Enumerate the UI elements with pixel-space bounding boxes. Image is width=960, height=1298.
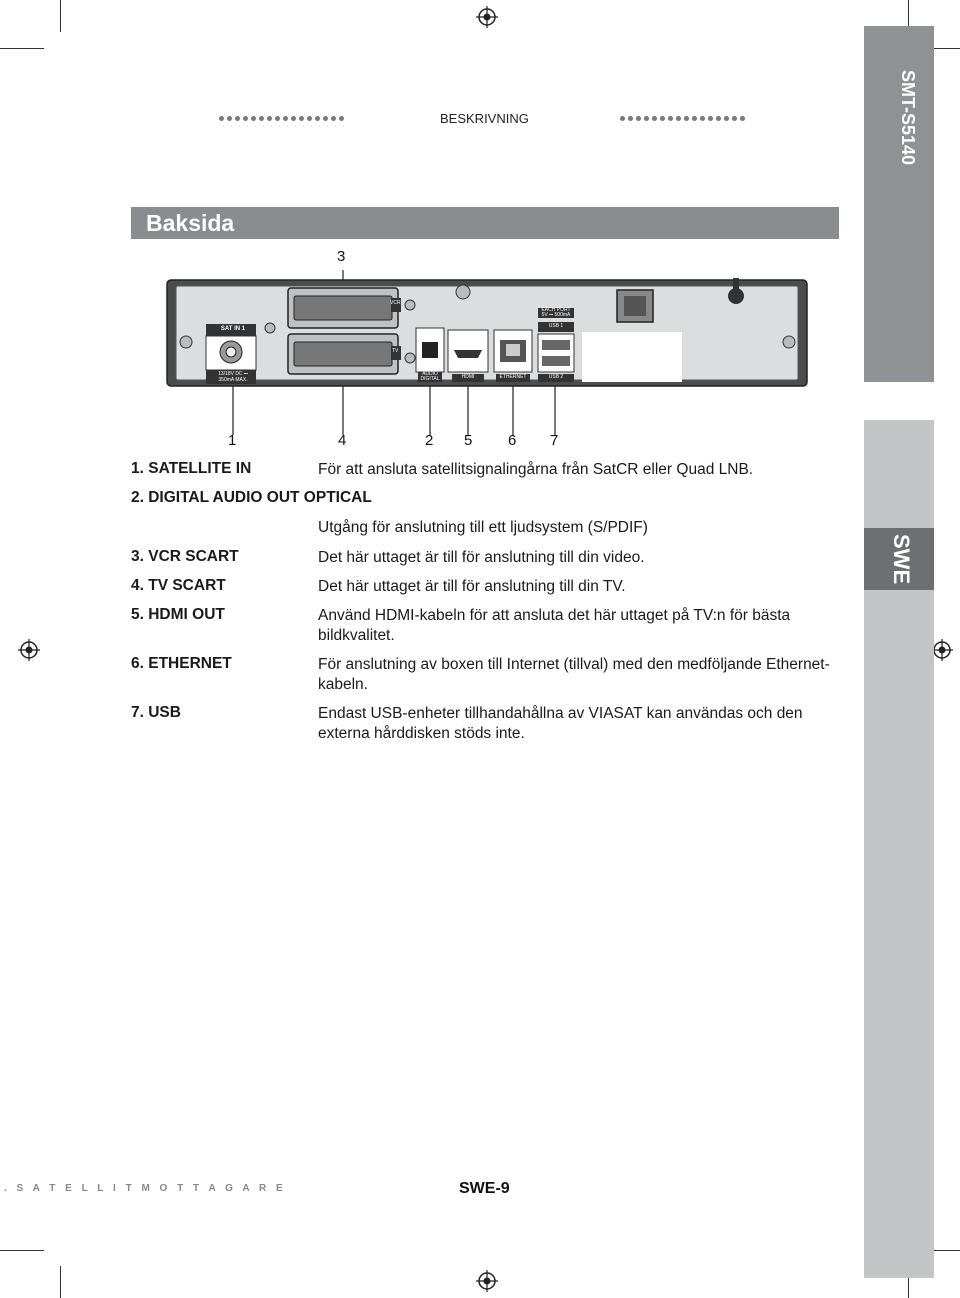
port-power-label: 5V ⎓ 500mA	[541, 312, 571, 318]
page-number: SWE-9	[459, 1180, 510, 1197]
item-term: 7. USB	[131, 704, 181, 721]
item-term: 6. ETHERNET	[131, 655, 232, 672]
sat-in-label: SAT IN 1	[220, 326, 246, 332]
callout-number: 1	[228, 432, 237, 449]
lang-badge	[864, 528, 934, 590]
callout-number: 7	[550, 432, 559, 449]
registration-mark-icon	[931, 639, 953, 661]
crop-mark	[0, 1250, 44, 1251]
callout-number: 4	[338, 432, 347, 449]
item-desc: Använd HDMI-kabeln för att ansluta det här uttaget på TV:n för bästa bildkvalitet.	[318, 607, 791, 644]
crop-mark	[60, 0, 61, 32]
callout-number: 2	[425, 432, 434, 449]
item-term: 5. HDMI OUT	[131, 606, 225, 623]
registration-mark-icon	[476, 6, 498, 28]
item-term: 3. VCR SCART	[131, 548, 239, 565]
item-desc: Det här uttaget är till för anslutning till din video.	[318, 549, 645, 566]
crop-mark	[60, 1266, 61, 1298]
section-banner	[131, 207, 839, 239]
model-label: SMT-S5140	[898, 70, 918, 166]
item-desc: Utgång för anslutning till ett ljudsystem (S/PDIF)	[318, 519, 648, 536]
each-port-label: EACH PORT	[541, 307, 571, 313]
audio-digital-label: AUDIO DIGITAL	[420, 371, 440, 382]
footer-category: . S A T E L L I T M O T T A G A R E	[4, 1183, 287, 1194]
vcr-label: VCR	[390, 300, 401, 306]
sat-current-label: 350mA MAX.	[218, 377, 248, 383]
usb1-label: USB 1	[548, 323, 564, 329]
header-dots-left	[219, 116, 344, 124]
item-desc: Endast USB-enheter tillhandahållna av VIASAT kan användas och den externa hårddisken stöds inte.	[318, 705, 803, 742]
crop-mark	[0, 48, 44, 49]
callout-number: 6	[508, 432, 517, 449]
item-desc: För anslutning av boxen till Internet (tillval) med den medföljande Ethernet-kabeln.	[318, 656, 830, 693]
item-term: 2. DIGITAL AUDIO OUT OPTICAL	[131, 489, 372, 506]
hdmi-label: HDMI	[461, 374, 475, 380]
device-rear-panel	[166, 270, 810, 440]
tv-label: TV	[392, 348, 399, 354]
lang-label: SWE	[889, 534, 914, 585]
registration-mark-icon	[18, 639, 40, 661]
callout-number: 3	[337, 248, 346, 265]
side-tab-model	[864, 26, 934, 382]
usb2-label: USB 2	[548, 374, 564, 380]
item-desc: Det här uttaget är till för anslutning till din TV.	[318, 578, 626, 595]
registration-mark-icon	[476, 1270, 498, 1292]
item-desc: För att ansluta satellitsignalingårna från SatCR eller Quad LNB.	[318, 461, 754, 478]
item-term: 1. SATELLITE IN	[131, 460, 252, 477]
sat-power-label: 13/18V DC ⎓	[218, 371, 248, 377]
header-title: BESKRIVNING	[440, 111, 529, 126]
callout-number: 5	[464, 432, 473, 449]
ethernet-label: ETHERNET	[499, 374, 527, 380]
item-term: 4. TV SCART	[131, 577, 226, 594]
section-title: Baksida	[146, 210, 235, 236]
header-dots-right	[620, 116, 745, 124]
